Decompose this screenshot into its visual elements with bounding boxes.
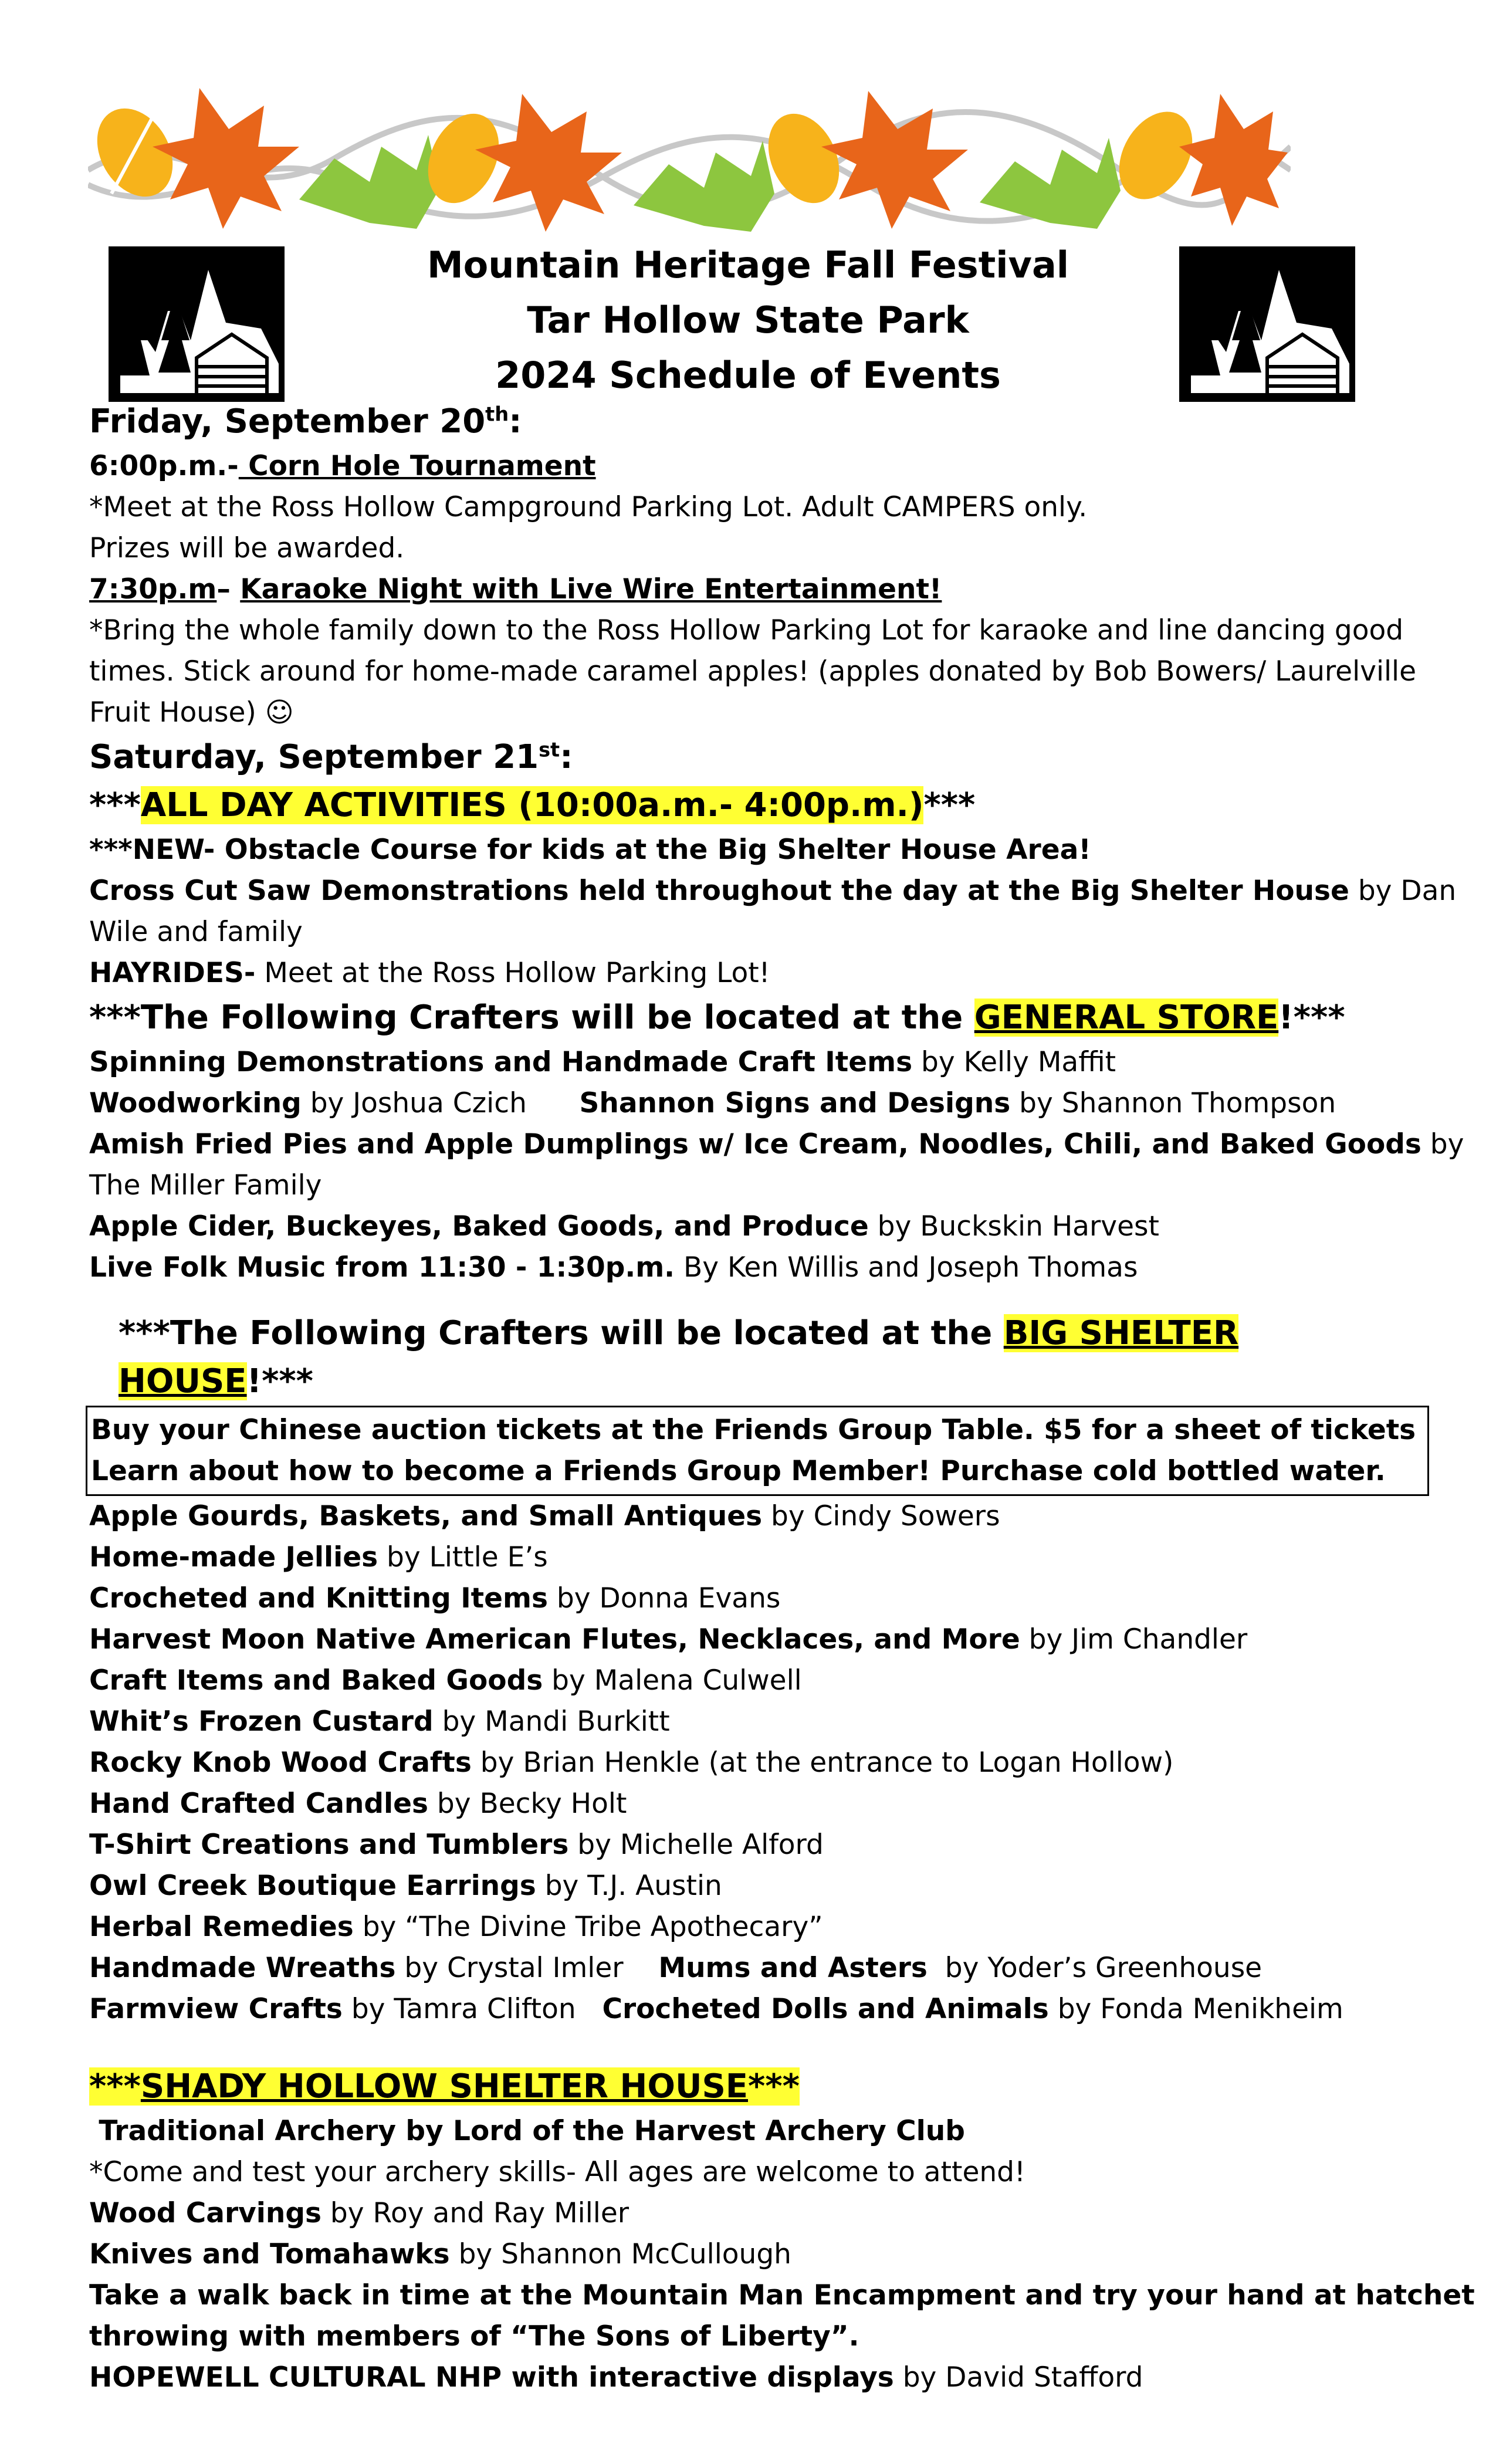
list-item: Rocky Knob Wood Crafts by Brian Henkle (at the entrance to Logan Hollow) (89, 1747, 1174, 1779)
cabin-and-pines-logo (1179, 246, 1355, 402)
list-item: Crocheted and Knitting Items by Donna Evans (89, 1582, 781, 1615)
all-day-activities: ***ALL DAY ACTIVITIES (10:00a.m.- 4:00p.m.)*** (89, 786, 976, 824)
cornhole-desc: *Meet at the Ross Hollow Campground Parking Lot. Adult CAMPERS only. (89, 491, 1088, 523)
archery: Traditional Archery by Lord of the Harvest Archery Club (89, 2115, 965, 2147)
saw-demo: Cross Cut Saw Demonstrations held throughout the day at the Big Shelter House by Dan (89, 875, 1457, 907)
karaoke-event: 7:30p.m– Karaoke Night with Live Wire Entertainment! (89, 573, 942, 605)
list-item: Craft Items and Baked Goods by Malena Culwell (89, 1664, 802, 1697)
cornhole-prizes: Prizes will be awarded. (89, 532, 405, 564)
list-item: Spinning Demonstrations and Handmade Craft Items by Kelly Maffit (89, 1046, 1116, 1078)
list-item: HOPEWELL CULTURAL NHP with interactive displays by David Stafford (89, 2361, 1143, 2394)
list-item: Whit’s Frozen Custard by Mandi Burkitt (89, 1705, 670, 1738)
list-item: Hand Crafted Candles by Becky Holt (89, 1788, 627, 1820)
list-item: Amish Fried Pies and Apple Dumplings w/ Ice Cream, Noodles, Chili, and Baked Goods by (89, 1128, 1464, 1160)
list-item: Farmview Crafts by Tamra Clifton Crocheted Dolls and Animals by Fonda Menikheim (89, 1993, 1343, 2025)
leaf-garland-banner (88, 82, 1291, 241)
encampment: Take a walk back in time at the Mountain Man Encampment and try your hand at hatchet (89, 2279, 1475, 2311)
karaoke-desc: times. Stick around for home-made caramel apples! (apples donated by Bob Bowers/ Laurelville (89, 655, 1417, 688)
hayrides: HAYRIDES- Meet at the Ross Hollow Parking Lot! (89, 957, 770, 989)
karaoke-desc: Fruit House) ☺ (89, 696, 294, 729)
list-item: Home-made Jellies by Little E’s (89, 1541, 548, 1573)
spacer (89, 1288, 1409, 1309)
notice-line: Buy your Chinese auction tickets at the Friends Group Table. $5 for a sheet of tickets (91, 1414, 1416, 1446)
schedule-title: 2024 Schedule of Events (495, 354, 1001, 397)
list-item: Knives and Tomahawks by Shannon McCullough (89, 2238, 791, 2270)
cabin-and-pines-logo (109, 246, 285, 402)
park-name: Tar Hollow State Park (527, 299, 969, 341)
list-item: Herbal Remedies by “The Divine Tribe Apothecary” (89, 1911, 823, 1943)
archery-desc: *Come and test your archery skills- All ages are welcome to attend! (89, 2156, 1025, 2188)
list-item: Handmade Wreaths by Crystal Imler Mums and Asters by Yoder’s Greenhouse (89, 1952, 1263, 1984)
encampment-cont: throwing with members of “The Sons of Liberty”. (89, 2320, 859, 2353)
shady-hollow-heading: ***SHADY HOLLOW SHELTER HOUSE*** (89, 2067, 800, 2106)
schedule-content (89, 398, 1475, 2398)
list-item: Owl Creek Boutique Earrings by T.J. Austin (89, 1870, 722, 1902)
general-store-heading: ***The Following Crafters will be located at the GENERAL STORE!*** (89, 999, 1345, 1037)
spacer (89, 2030, 1409, 2063)
cornhole-event: 6:00p.m.- Corn Hole Tournament (89, 450, 596, 482)
list-item: Harvest Moon Native American Flutes, Necklaces, and More by Jim Chandler (89, 1623, 1248, 1656)
friday-heading: Friday, September 20th: (89, 402, 522, 441)
friends-group-notice (86, 1406, 1429, 1496)
saw-demo-cont: Wile and family (89, 916, 303, 948)
green-leaf-icon (980, 138, 1121, 229)
list-item: Woodworking by Joshua Czich Shannon Signs and Designs by Shannon Thompson (89, 1087, 1336, 1119)
list-item: Apple Gourds, Baskets, and Small Antiques by Cindy Sowers (89, 1500, 1000, 1532)
page-title: Mountain Heritage Fall Festival (427, 243, 1069, 286)
list-item: Apple Cider, Buckeyes, Baked Goods, and Produce by Buckskin Harvest (89, 1210, 1159, 1243)
header (293, 238, 1203, 403)
list-item: T-Shirt Creations and Tumblers by Michelle Alford (89, 1829, 824, 1861)
list-item: Live Folk Music from 11:30 - 1:30p.m. By Ken Willis and Joseph Thomas (89, 1251, 1138, 1284)
orange-leaf-icon (475, 94, 622, 232)
notice-line: Learn about how to become a Friends Group Member! Purchase cold bottled water. (91, 1455, 1386, 1487)
list-item: The Miller Family (89, 1169, 322, 1201)
green-leaf-icon (299, 135, 440, 229)
obstacle-course: ***NEW- Obstacle Course for kids at the Big Shelter House Area! (89, 834, 1091, 866)
list-item: Wood Carvings by Roy and Ray Miller (89, 2197, 629, 2229)
big-shelter-heading: ***The Following Crafters will be located at the BIG SHELTER HOUSE!*** (119, 1314, 1239, 1400)
saturday-heading: Saturday, September 21st: (89, 738, 573, 776)
karaoke-desc: *Bring the whole family down to the Ross Hollow Parking Lot for karaoke and line dancing good (89, 614, 1404, 647)
